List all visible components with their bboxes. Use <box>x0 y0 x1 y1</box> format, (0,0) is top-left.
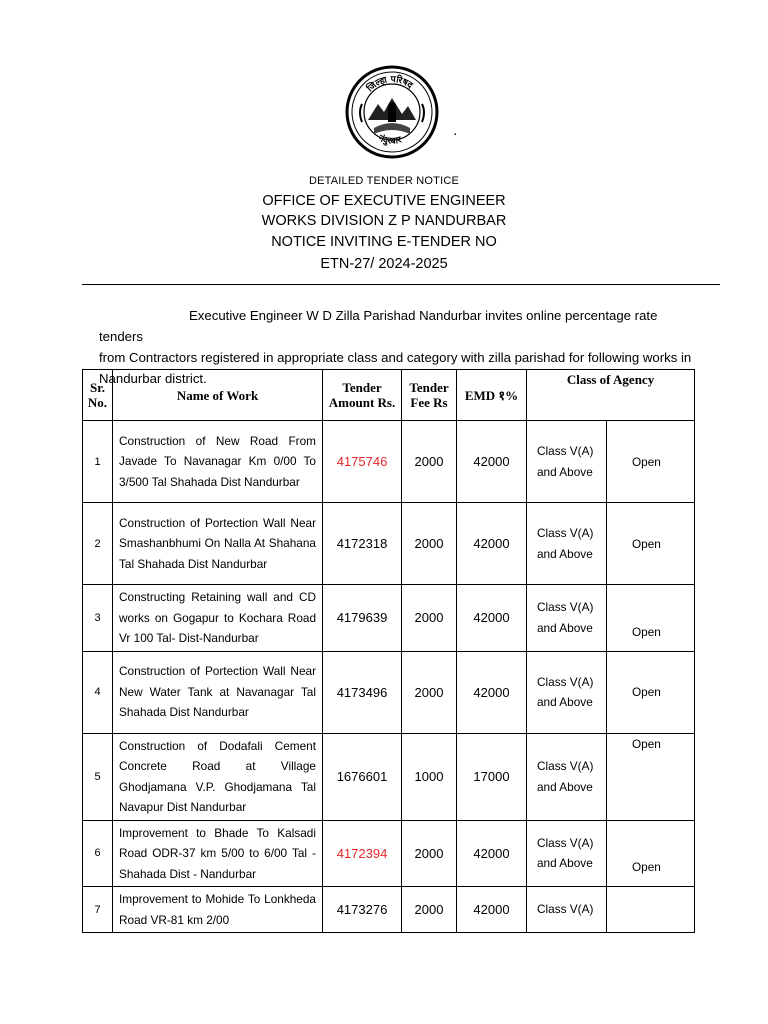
table-row <box>83 503 695 585</box>
cell-category: Open <box>607 585 695 652</box>
cell-sr: 4 <box>83 651 113 733</box>
cell-fee: 2000 <box>402 503 457 585</box>
header-sr-no: Sr. No. <box>83 370 113 421</box>
header-emd: EMD १% <box>457 370 527 421</box>
header-name-of-work: Name of Work <box>113 370 323 421</box>
cell-amount: 4175746 <box>323 421 402 503</box>
cell-emd: 17000 <box>457 733 527 820</box>
cell-name-of-work: Construction of New Road From Javade To Navanagar Km 0/00 To 3/500 Tal Shahada Dist Nandurbar <box>113 421 323 503</box>
cell-category <box>607 887 695 933</box>
cell-fee: 2000 <box>402 651 457 733</box>
office-title: OFFICE OF EXECUTIVE ENGINEER <box>262 193 506 209</box>
cell-class: Class V(A) and Above <box>527 503 607 585</box>
cell-sr: 2 <box>83 503 113 585</box>
cell-amount: 4172318 <box>323 503 402 585</box>
notice-title: NOTICE INVITING E-TENDER NO <box>271 234 497 250</box>
cell-emd: 42000 <box>457 503 527 585</box>
header-tender-fee: Tender Fee Rs <box>402 370 457 421</box>
cell-name-of-work: Construction of Portection Wall Near Smashanbhumi On Nalla At Shahana Tal Shahada Dist Nandurbar <box>113 503 323 585</box>
cell-emd: 42000 <box>457 651 527 733</box>
emblem-bottom-text: नंदुरबार <box>376 133 403 147</box>
cell-class: Class V(A) and Above <box>527 733 607 820</box>
cell-amount: 1676601 <box>323 733 402 820</box>
table-row <box>83 651 695 733</box>
emblem-top-text: जिल्हा परिषद <box>365 74 415 95</box>
cell-name-of-work: Constructing Retaining wall and CD works on Gogapur to Kochara Road Vr 100 Tal- Dist-Nandurbar <box>113 585 323 652</box>
cell-category: Open <box>607 733 695 820</box>
table-row <box>83 421 695 503</box>
tender-table <box>82 369 695 933</box>
cell-fee: 2000 <box>402 585 457 652</box>
cell-sr: 6 <box>83 820 113 887</box>
division-title: WORKS DIVISION Z P NANDURBAR <box>261 213 507 229</box>
cell-amount: 4173276 <box>323 887 402 933</box>
notice-type: DETAILED TENDER NOTICE <box>308 175 460 187</box>
header-class-of-agency: Class of Agency <box>527 370 695 421</box>
cell-fee: 2000 <box>402 421 457 503</box>
svg-text:नंदुरबार <box>376 132 403 147</box>
cell-fee: 2000 <box>402 820 457 887</box>
cell-emd: 42000 <box>457 820 527 887</box>
table-row <box>83 585 695 652</box>
svg-text:जिल्हा परिषद <box>364 73 416 95</box>
cell-class: Class V(A) and Above <box>527 820 607 887</box>
cell-emd: 42000 <box>457 887 527 933</box>
table-header-row <box>83 370 695 421</box>
cell-name-of-work: Improvement to Bhade To Kalsadi Road ODR-37 km 5/00 to 6/00 Tal - Shahada Dist - Nandurbar <box>113 820 323 887</box>
intro-line-2: from Contractors registered in appropriate class and category with zilla parishad for following works in Nandurbar district. <box>99 350 692 386</box>
header-divider <box>82 284 720 285</box>
emblem-mark: ▪ <box>454 132 457 138</box>
cell-name-of-work: Construction of Dodafali Cement Concrete Road at Village Ghodjamana V.P. Ghodjamana Tal Navapur Dist Nandurbar <box>113 733 323 820</box>
cell-emd: 42000 <box>457 585 527 652</box>
cell-amount: 4179639 <box>323 585 402 652</box>
cell-category: Open <box>607 503 695 585</box>
cell-emd: 42000 <box>457 421 527 503</box>
cell-sr: 3 <box>83 585 113 652</box>
cell-category: Open <box>607 651 695 733</box>
cell-name-of-work: Improvement to Mohide To Lonkheda Road VR-81 km 2/00 <box>113 887 323 933</box>
header-tender-amount: Tender Amount Rs. <box>323 370 402 421</box>
table-row <box>83 820 695 887</box>
table-row <box>83 733 695 820</box>
cell-category: Open <box>607 820 695 887</box>
cell-fee: 2000 <box>402 887 457 933</box>
table-row <box>83 887 695 933</box>
cell-class: Class V(A) and Above <box>527 421 607 503</box>
cell-category: Open <box>607 421 695 503</box>
intro-line-1: Executive Engineer W D Zilla Parishad Nandurbar invites online percentage rate tenders <box>99 308 658 344</box>
cell-amount: 4173496 <box>323 651 402 733</box>
cell-fee: 1000 <box>402 733 457 820</box>
zilla-parishad-emblem <box>344 64 440 160</box>
cell-class: Class V(A) and Above <box>527 651 607 733</box>
cell-class: Class V(A) and Above <box>527 585 607 652</box>
tender-number: ETN-27/ 2024-2025 <box>320 256 448 272</box>
cell-class: Class V(A) <box>527 887 607 933</box>
cell-sr: 1 <box>83 421 113 503</box>
cell-name-of-work: Construction of Portection Wall Near New Water Tank at Navanagar Tal Shahada Dist Nandurbar <box>113 651 323 733</box>
cell-amount: 4172394 <box>323 820 402 887</box>
cell-sr: 7 <box>83 887 113 933</box>
cell-sr: 5 <box>83 733 113 820</box>
